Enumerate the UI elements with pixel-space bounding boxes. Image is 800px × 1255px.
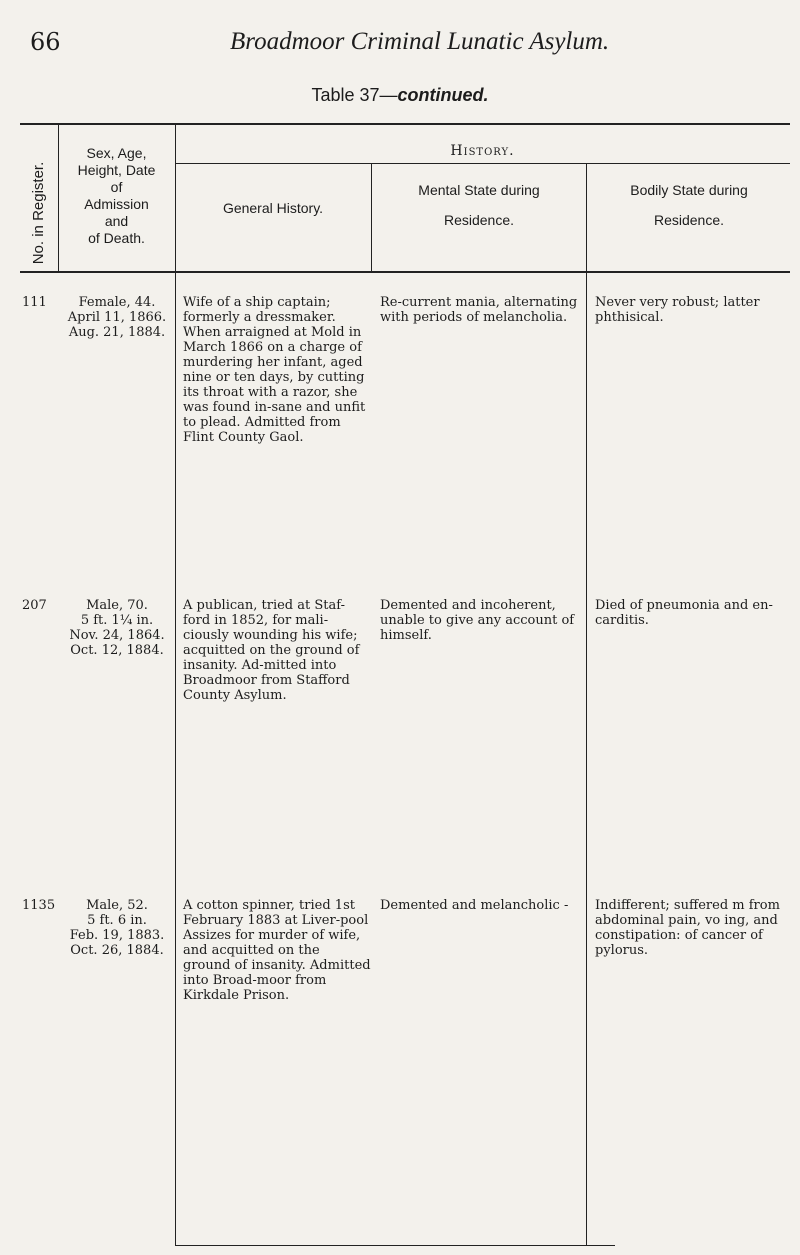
col-rule-1 — [58, 123, 59, 271]
caption-main: Table 37— — [311, 85, 398, 105]
running-title: Broadmoor Criminal Lunatic Asylum. — [230, 28, 610, 55]
row-207-general-history: A publican, tried at Staf-ford in 1852, for mali-ciously wounding his wife; acquitted on the ground of insanity. Ad-mitted into Broadmoor from Stafford County Asylum. — [183, 598, 360, 703]
caption-continued: continued. — [397, 85, 489, 105]
row-207-register: 207 — [22, 598, 47, 613]
row-207-mental-state: Demented and incoherent, unable to give any account of himself. — [380, 598, 575, 643]
page-header — [0, 28, 800, 68]
table-caption — [0, 85, 800, 106]
row-1135-register: 1135 — [22, 898, 56, 913]
row-111-bodily-state: Never very robust; latter phthisical. — [595, 295, 760, 325]
table-top-rule — [20, 123, 790, 125]
row-1135-sex-age: Male, 52. 5 ft. 6 in. Feb. 19, 1883. Oct. 26, 1884. — [69, 898, 165, 958]
col-rule-3 — [371, 163, 372, 271]
bodily-state-header: Bodily State during Residence. — [630, 182, 748, 228]
row-111-register: 111 — [22, 295, 47, 310]
col-rule-4 — [586, 163, 587, 1245]
row-111-general-history: Wife of a ship captain; formerly a dressmaker. When arraigned at Mold in March 1866 on a charge of murdering her infant, aged nine or ten days, by cutting its throat with a razor, she was found in-sane and unfit to plead. Admitted from Flint County Gaol. — [183, 295, 366, 445]
general-history-header: General History. — [222, 200, 324, 216]
history-rule — [175, 163, 790, 164]
row-1135-mental-state: Demented and melancholic - — [380, 898, 569, 913]
history-header: History. — [450, 143, 515, 159]
row-111-mental-state: Re-current mania, alternating with periods of melancholia. — [380, 295, 578, 325]
mental-state-header: Mental State during Residence. — [418, 182, 540, 228]
register-column-header: No. in Register. — [30, 161, 47, 265]
row-111-sex-age: Female, 44. April 11, 1866. Aug. 21, 1884. — [67, 295, 167, 340]
col-rule-2 — [175, 123, 176, 1245]
header-bottom-rule — [20, 271, 790, 273]
page-number: 66 — [30, 28, 61, 56]
row-207-bodily-state: Died of pneumonia and en-carditis. — [595, 598, 773, 628]
row-1135-general-history: A cotton spinner, tried 1st February 1883 at Liver-pool Assizes for murder of wife, and acquitted on the ground of insanity. Admitted into Broad-moor from Kirkdale Prison. — [183, 898, 371, 1003]
sex-column-header: Sex, Age, Height, Date of Admission and of Death. — [77, 145, 156, 246]
row-1135-bodily-state: Indifferent; suffered m from abdominal pain, vo ing, and constipation: of cancer of pylorus. — [595, 898, 780, 958]
row-207-sex-age: Male, 70. 5 ft. 1¼ in. Nov. 24, 1864. Oct. 12, 1884. — [69, 598, 165, 658]
table-bottom-rule — [175, 1245, 615, 1246]
